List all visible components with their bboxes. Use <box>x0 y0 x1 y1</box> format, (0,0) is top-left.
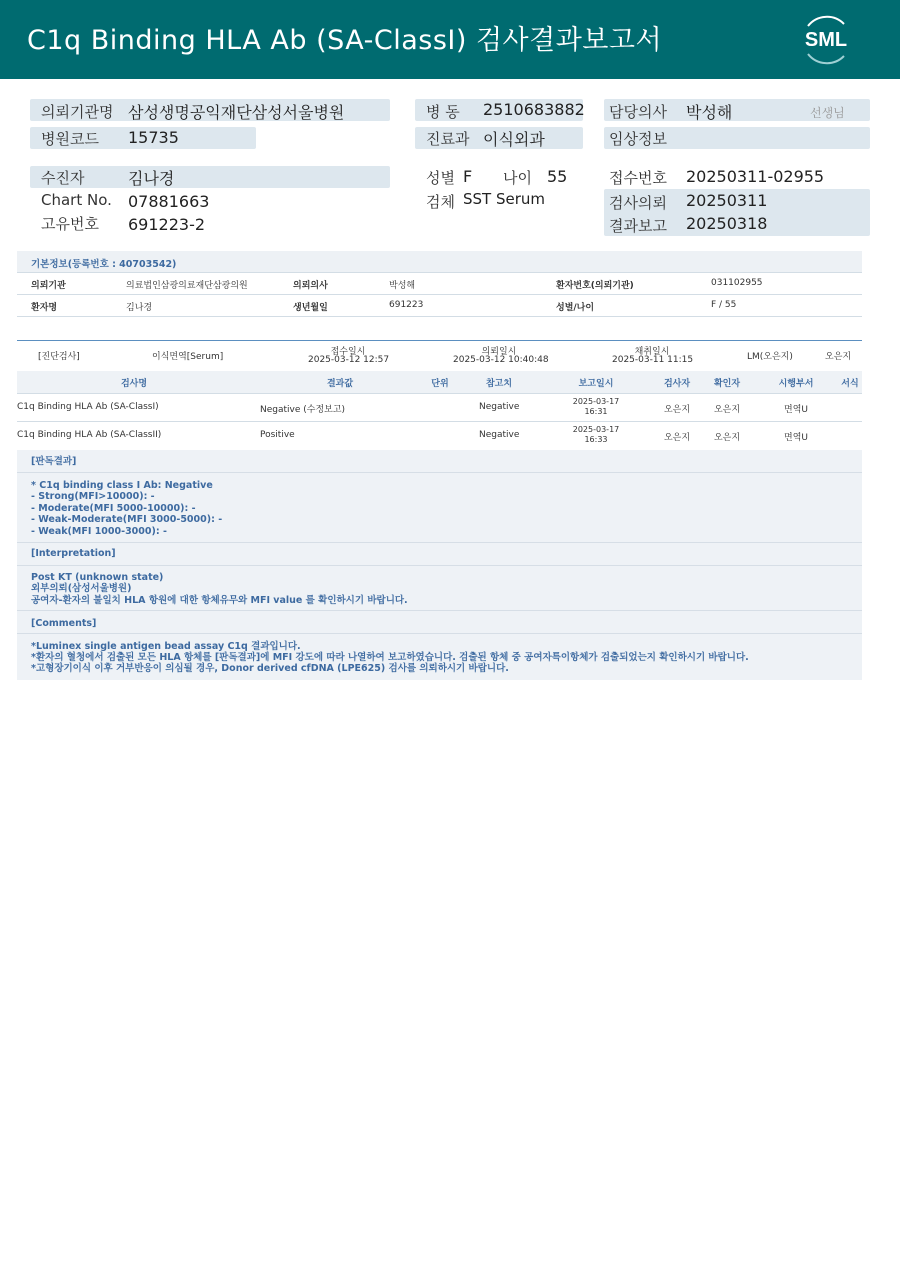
row2-ref: Negative <box>479 430 520 440</box>
basic-label: 의뢰의사 <box>293 281 328 291</box>
divider <box>17 565 862 566</box>
row2-confirmer: 오은지 <box>713 433 741 443</box>
interpretation-line: Post KT (unknown state) <box>31 572 164 583</box>
divider <box>17 272 862 273</box>
comment-line: *Luminex single antigen bead assay C1q 결과입니다. <box>31 641 301 652</box>
basic-value: 의료법인삼광의료재단삼광의원 <box>126 281 248 291</box>
row2-result: Positive <box>260 430 295 440</box>
received-value: 2025-03-12 12:57 <box>308 355 390 365</box>
row1-confirmer: 오은지 <box>713 405 741 415</box>
logo-text: SML <box>804 29 848 51</box>
row2-test-name: C1q Binding HLA Ab (SA-ClassII) <box>17 430 162 440</box>
basic-value: F / 55 <box>711 300 737 310</box>
age-label: 나이 <box>503 169 532 187</box>
interp-line: - Moderate(MFI 5000-10000): - <box>31 503 196 514</box>
interpretation-line: 공여자-환자의 불일치 HLA 항원에 대한 항체유무와 MFI value 를 확인하시기 바랍니다. <box>31 595 408 606</box>
section-line <box>17 340 862 341</box>
row1-dept: 면역U <box>784 405 808 415</box>
interpretation-title: [Interpretation] <box>31 548 116 559</box>
col-test-name: 검사명 <box>120 379 148 389</box>
requested-value: 20250311 <box>686 191 768 210</box>
interp-line: - Weak-Moderate(MFI 3000-5000): - <box>31 514 223 525</box>
basic-label: 의뢰기관 <box>31 281 66 291</box>
requesting-inst-value: 삼성생명공익재단삼성서울병원 <box>128 103 345 122</box>
dept-value: 이식외과 <box>483 130 545 149</box>
collected-value: 2025-03-11 11:15 <box>612 355 694 365</box>
ward-value: 2510683882 <box>483 100 585 119</box>
chart-label: Chart No. <box>41 191 112 209</box>
basic-label: 성별/나이 <box>556 303 595 313</box>
divider <box>17 393 862 394</box>
reported-value: 20250318 <box>686 214 768 233</box>
lm-label: LM(오은지) <box>747 352 793 362</box>
comment-line: *환자의 혈청에서 검출된 모든 HLA 항체를 [판독결과]에 MFI 강도에 따라 나열하여 보고하였습니다. 검출된 항체 중 공여자특이항체가 검출되었는지 확인하시기 바랍니다. <box>31 652 749 663</box>
divider <box>17 633 862 634</box>
dx-label: [진단검사] <box>38 352 80 362</box>
unique-label: 고유번호 <box>41 215 99 233</box>
interpretation-line: 외부의뢰(삼성서울병원) <box>31 583 132 594</box>
basic-value: 691223 <box>389 300 424 310</box>
interp-line: * C1q binding class I Ab: Negative <box>31 480 213 491</box>
basic-label: 생년월일 <box>293 303 328 313</box>
comments-title: [Comments] <box>31 618 97 629</box>
row1-result: Negative (수정보고) <box>260 405 346 415</box>
clinical-label: 임상정보 <box>609 130 667 148</box>
divider <box>17 610 862 611</box>
ward-label: 병 동 <box>426 103 460 121</box>
report-header <box>0 0 900 79</box>
interp-line: - Weak(MFI 1000-3000): - <box>31 526 167 537</box>
age-value: 55 <box>547 167 568 186</box>
basic-label: 환자번호(의뢰기관) <box>556 281 634 291</box>
doctor-label: 담당의사 <box>609 103 667 121</box>
specimen-value: SST Serum <box>463 190 546 208</box>
interp-result-title: [판독결과] <box>31 456 77 467</box>
lm-value: 오은지 <box>825 352 852 362</box>
receipt-value: 20250311-02955 <box>686 167 825 186</box>
sml-logo <box>798 12 854 66</box>
row2-tester: 오은지 <box>663 433 691 443</box>
test-type: 이식면역[Serum] <box>152 352 224 362</box>
dept-label: 진료과 <box>426 130 470 148</box>
row2-report-date: 2025-03-17 <box>572 425 620 434</box>
patient-value: 김나경 <box>128 169 175 188</box>
divider <box>17 294 862 295</box>
col-ref: 참고치 <box>485 379 513 389</box>
reported-label: 결과보고 <box>609 217 667 235</box>
sex-label: 성별 <box>426 169 455 187</box>
divider <box>17 472 862 473</box>
col-report-date: 보고일시 <box>578 379 614 389</box>
received-label: 접수일시 <box>330 347 366 357</box>
doctor-suffix: 선생님 <box>810 106 845 120</box>
row1-tester: 오은지 <box>663 405 691 415</box>
hosp-code-value: 15735 <box>128 128 179 147</box>
col-dept: 시행부서 <box>778 379 814 389</box>
chart-value: 07881663 <box>128 192 210 211</box>
row1-test-name: C1q Binding HLA Ab (SA-ClassI) <box>17 402 159 412</box>
collected-label: 채취일시 <box>634 347 670 357</box>
requesting-inst-label: 의뢰기관명 <box>41 103 114 121</box>
patient-label: 수진자 <box>41 169 85 187</box>
row1-ref: Negative <box>479 402 520 412</box>
basic-info-title: 기본정보(등록번호 : 40703542) <box>31 259 177 270</box>
sex-value: F <box>463 167 473 186</box>
row2-dept: 면역U <box>784 433 808 443</box>
doctor-value: 박성해 <box>686 103 733 122</box>
requested-label: 검사의뢰 <box>609 194 667 212</box>
col-unit: 단위 <box>431 379 449 389</box>
col-tester: 검사자 <box>663 379 691 389</box>
hosp-code-label: 병원코드 <box>41 130 99 148</box>
basic-value: 박성해 <box>389 281 416 291</box>
unique-value: 691223-2 <box>128 215 206 234</box>
col-result: 결과값 <box>326 379 354 389</box>
interp-line: - Strong(MFI>10000): - <box>31 491 155 502</box>
col-form: 서식 <box>841 379 859 389</box>
requested-label: 의뢰일시 <box>481 347 517 357</box>
basic-value: 031102955 <box>711 278 763 288</box>
row1-report-time: 16:31 <box>584 407 608 416</box>
requested-value: 2025-03-12 10:40:48 <box>453 355 549 365</box>
basic-label: 환자명 <box>31 303 58 313</box>
divider <box>17 542 862 543</box>
receipt-label: 접수번호 <box>609 169 667 187</box>
divider <box>17 421 862 422</box>
divider <box>17 316 862 317</box>
col-confirmer: 확인자 <box>713 379 741 389</box>
basic-value: 김나경 <box>126 303 153 313</box>
row1-report-date: 2025-03-17 <box>572 397 620 406</box>
specimen-label: 검체 <box>426 193 455 211</box>
report-title: C1q Binding HLA Ab (SA-ClassI) 검사결과보고서 <box>27 25 663 56</box>
row2-report-time: 16:33 <box>584 435 608 444</box>
comment-line: *고형장기이식 이후 거부반응이 의심될 경우, Donor derived cfDNA (LPE625) 검사를 의뢰하시기 바랍니다. <box>31 663 509 674</box>
